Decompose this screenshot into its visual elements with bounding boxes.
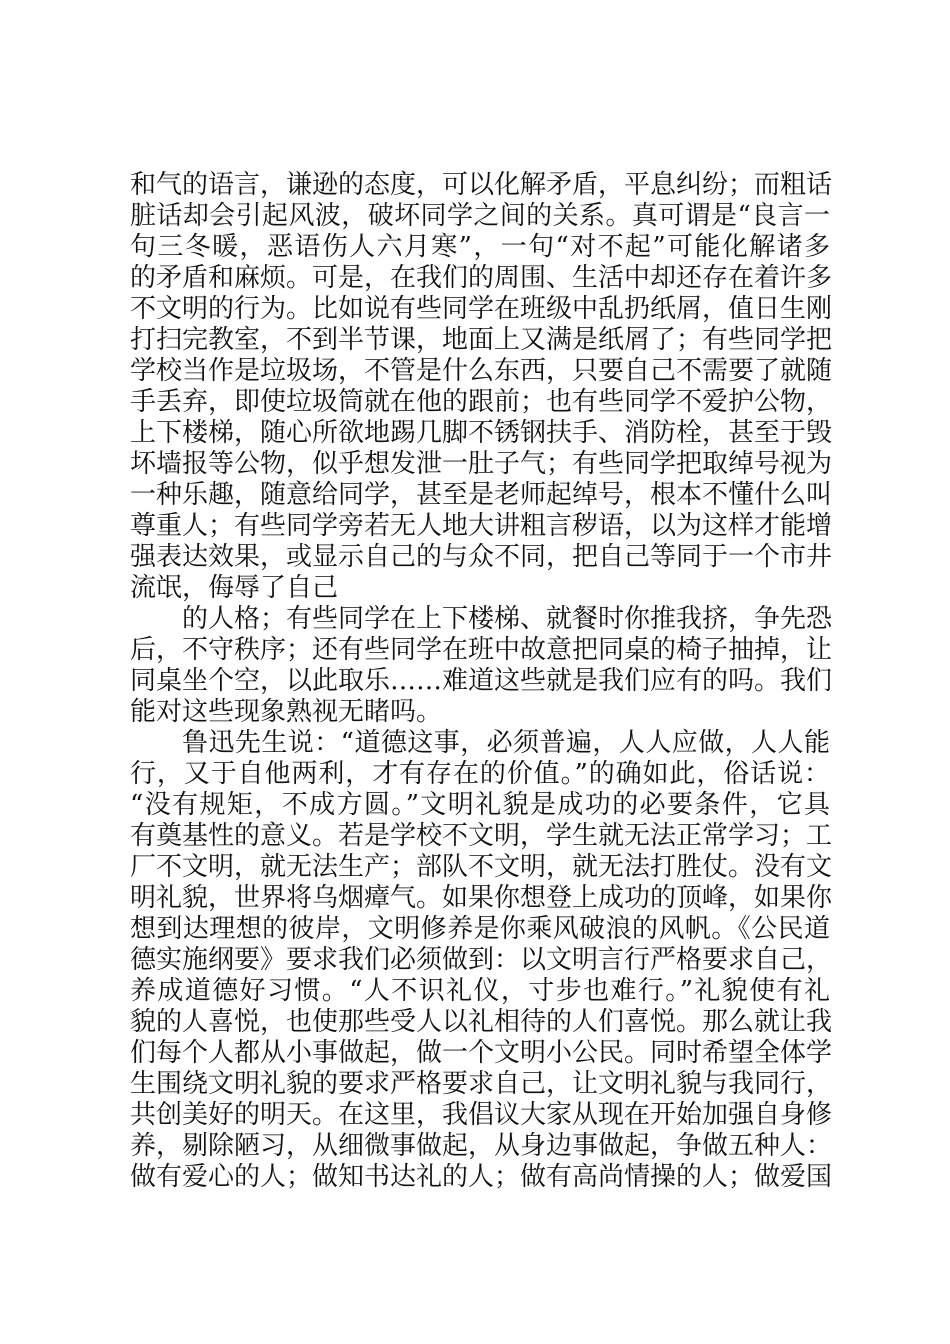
text-line: 脏话却会引起风波，破坏同学之间的关系。真可谓是“良言一 <box>130 201 830 231</box>
text-line: 流氓，侮辱了自己 <box>130 573 339 603</box>
text-line: 的矛盾和麻烦。可是，在我们的周围、生活中却还存在着许多 <box>130 263 833 293</box>
text-line: 学校当作是垃圾场，不管是什么东西，只要自己不需要了就随 <box>130 356 833 386</box>
text-line: 有奠基性的意义。若是学校不文明，学生就无法正常学习；工 <box>130 821 833 851</box>
text-line: 后，不守秩序；还有些同学在班中故意把同桌的椅子抽掉，让 <box>130 635 833 665</box>
text-line: 鲁迅先生说：“道德这事，必须普遍，人人应做，人人能 <box>182 728 830 758</box>
text-line: 想到达理想的彼岸，文明修养是你乘风破浪的风帆。《公民道 <box>130 914 830 944</box>
text-line: 手丢弃，即使垃圾筒就在他的跟前；也有些同学不爱护公物， <box>130 387 833 417</box>
text-line: 同桌坐个空，以此取乐……难道这些就是我们应有的吗。我们 <box>130 666 833 696</box>
text-line: 做有爱心的人；做知书达礼的人；做有高尚情操的人；做爱国 <box>130 1162 833 1192</box>
text-line: 强表达效果，或显示自己的与众不同，把自己等同于一个市井 <box>130 542 833 572</box>
text-line: 句三冬暖，恶语伤人六月寒”，一句“对不起”可能化解诸多 <box>130 232 830 262</box>
text-line: 厂不文明，就无法生产；部队不文明，就无法打胜仗。没有文 <box>130 852 833 882</box>
text-line: 德实施纲要》要求我们必须做到：以文明言行严格要求自己， <box>130 945 833 975</box>
text-line: “没有规矩，不成方圆。”文明礼貌是成功的必要条件，它具 <box>130 790 830 820</box>
text-line: 貌的人喜悦，也使那些受人以礼相待的人们喜悦。那么就让我 <box>130 1007 833 1037</box>
text-line: 的人格；有些同学在上下楼梯、就餐时你推我挤，争先恐 <box>182 604 833 634</box>
text-line: 养成道德好习惯。“人不识礼仪，寸步也难行。”礼貌使有礼 <box>130 976 830 1006</box>
text-line: 坏墙报等公物，似乎想发泄一肚子气；有些同学把取绰号视为 <box>130 449 833 479</box>
text-line: 明礼貌，世界将乌烟瘴气。如果你想登上成功的顶峰，如果你 <box>130 883 833 913</box>
text-line: 不文明的行为。比如说有些同学在班级中乱扔纸屑，值日生刚 <box>130 294 833 324</box>
text-line: 共创美好的明天。在这里，我倡议大家从现在开始加强自身修 <box>130 1100 833 1130</box>
text-line: 打扫完教室，不到半节课，地面上又满是纸屑了；有些同学把 <box>130 325 833 355</box>
text-line: 尊重人；有些同学旁若无人地大讲粗言秽语，以为这样才能增 <box>130 511 833 541</box>
text-line: 行，又于自他两利，才有存在的价值。”的确如此，俗话说： <box>130 759 830 789</box>
text-line: 和气的语言，谦逊的态度，可以化解矛盾，平息纠纷；而粗话 <box>130 170 833 200</box>
text-line: 们每个人都从小事做起，做一个文明小公民。同时希望全体学 <box>130 1038 833 1068</box>
text-line: 上下楼梯，随心所欲地踢几脚不锈钢扶手、消防栓，甚至于毁 <box>130 418 833 448</box>
text-line: 养，剔除陋习，从细微事做起，从身边事做起，争做五种人： <box>130 1131 833 1161</box>
text-line: 一种乐趣，随意给同学，甚至是老师起绰号，根本不懂什么叫 <box>130 480 833 510</box>
text-line: 能对这些现象熟视无睹吗。 <box>130 697 443 727</box>
document-body-text <box>130 170 833 1193</box>
text-line: 生围绕文明礼貌的要求严格要求自己，让文明礼貌与我同行， <box>130 1069 833 1099</box>
